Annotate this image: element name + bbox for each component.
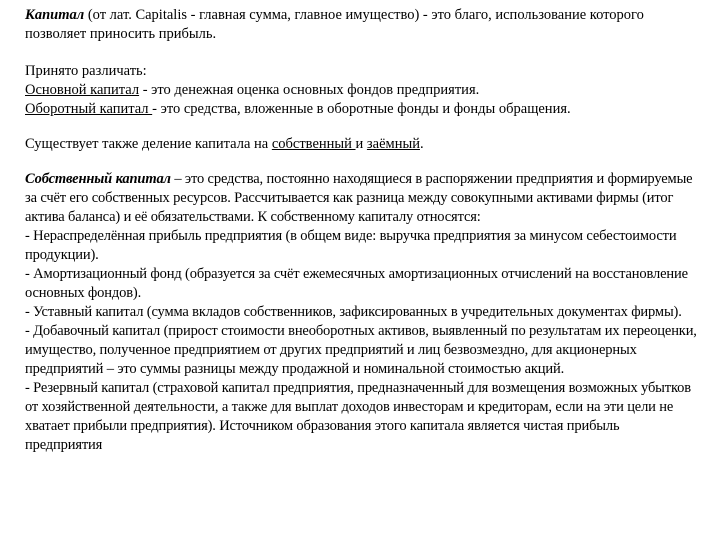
own-capital-link: собственный [271,136,356,152]
equity-section [25,170,697,455]
types-heading: Принято различать: [25,63,147,79]
equity-definition-paragraph [25,170,697,227]
equity-item: - Амортизационный фонд (образуется за счёт ежемесячных амортизационных отчислений на восстановление основных фондов). [25,266,688,301]
equity-item: - Уставный капитал (сумма вкладов собственников, зафиксированных в учредительных документах фирмы). [25,304,682,320]
fixed-capital-term: Основной капитал [25,82,140,98]
working-capital-line [25,100,697,119]
fixed-capital-line [25,81,697,100]
equity-item: - Резервный капитал (страховой капитал предприятия, предназначенный для возмещения возможных убытков от хозяйственной деятельности, а также для выплат доходов инвесторам и кредиторам, если на эти цели не хватает прибыли предприятия). Источником образования этого капитала является чистая прибыль предприятия [25,380,691,453]
capital-definition: (от лат. Capitalis - главная сумма, главное имущество) - это благо, использование которого позволяет приносить прибыль. [25,7,644,42]
division-prefix: Существует также деление капитала на [25,136,272,152]
working-capital-term: Оборотный капитал [25,101,153,117]
division-line [25,135,697,154]
document-page [25,6,697,455]
division-suffix: . [419,136,424,152]
intro-paragraph [25,6,697,44]
equity-item: - Нераспределённая прибыль предприятия (в общем виде: выручка предприятия за минусом себестоимости продукции). [25,228,677,263]
borrowed-capital-link: заёмный [366,136,420,152]
fixed-capital-definition: - это денежная оценка основных фондов предприятия. [139,82,480,98]
working-capital-definition: - это средства, вложенные в оборотные фонды и фонды обращения. [152,101,571,117]
equity-definition: – это средства, постоянно находящиеся в распоряжении предприятия и формируемые за счёт его собственных ресурсов. Рассчитывается как разница между совокупными активами фирмы (итог актива баланса) и её обязательствами. К собственному капиталу относятся: [25,171,693,225]
equity-term: Собственный капитал [25,171,171,187]
capital-term: Капитал [25,7,85,23]
equity-item: - Добавочный капитал (прирост стоимости внеоборотных активов, выявленный по результатам их переоценки, имущество, полученное предприятием от других предприятий и лиц безвозмездно, для акционерных предприятий – это суммы разницы между продажной и номинальной стоимостью акций. [25,323,697,377]
division-and: и [355,136,367,152]
